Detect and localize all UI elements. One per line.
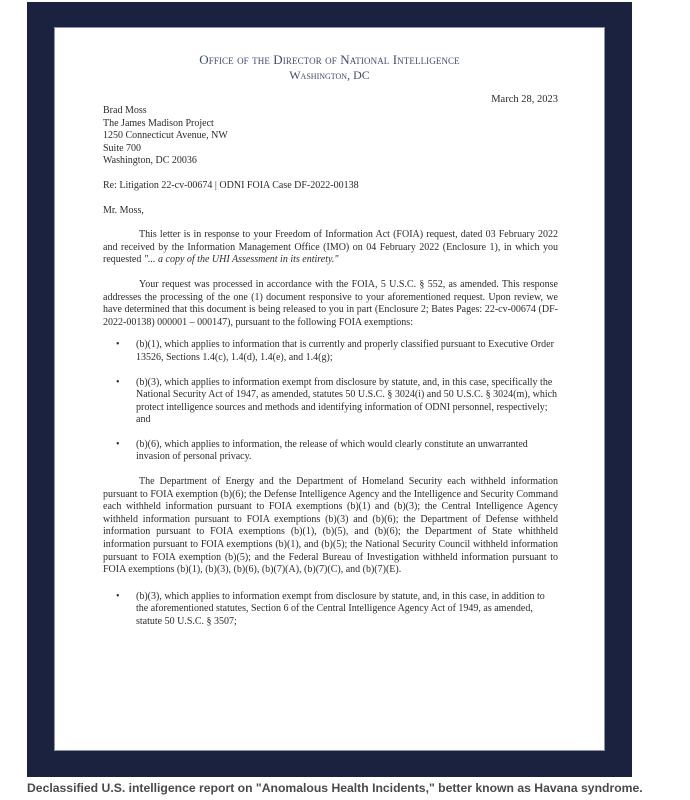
letter-body [103, 105, 558, 641]
bullet-icon: • [116, 590, 120, 602]
exemption-text: (b)(3), which applies to information exempt from disclosure by statute, and, in this case, specifically the National Security Act of 1947, as amended, statutes 50 U.S.C. § 3024(i) and 50 U.S.C. § 3024(m), which protect intelligence sources and methods and identifying information of ODNI personnel, respectively; and [136, 376, 558, 426]
paragraph-1 [103, 229, 558, 267]
letter-page [55, 28, 604, 750]
document-frame [27, 2, 632, 777]
recipient-address [103, 105, 558, 168]
recipient-org: The James Madison Project [103, 117, 214, 129]
paragraph-1-quote: "... a copy of the UHI Assessment in its entirety." [143, 254, 339, 266]
letterhead-org: Office of the Director of National Intelligence [199, 52, 460, 67]
letterhead-city: Washington, DC [289, 68, 370, 82]
re-line: Re: Litigation 22-cv-00674 | ODNI FOIA Case DF-2022-00138 [103, 179, 359, 191]
paragraph-1-text: This letter is in response to your Freedom of Information Act (FOIA) request, dated 03 February 2022 and received by the Information Management Office (IMO) on 04 February 2022 (Enclosure 1), in which you requested [103, 229, 558, 266]
bullet-icon: • [116, 376, 120, 388]
exemption-item [103, 339, 558, 364]
bullet-icon: • [116, 438, 120, 450]
bullet-icon: • [116, 339, 120, 351]
salutation: Mr. Moss, [103, 204, 144, 216]
recipient-street: 1250 Connecticut Avenue, NW [103, 130, 228, 142]
exemption-text: (b)(6), which applies to information, the release of which would clearly constitute an unwarranted invasion of personal privacy. [136, 438, 528, 463]
paragraph-2: Your request was processed in accordance with the FOIA, 5 U.S.C. § 552, as amended. This response addresses the processing of the one (1) document responsive to your aforementioned request. Upon review, we have determined that this document is being released to you in part (Enclosure 2; Bates Pages: 22-cv-00674 (DF-2022-00138) 000001 – 000147), pursuant to the following FOIA exemptions: [103, 278, 558, 328]
recipient-city: Washington, DC 20036 [103, 155, 197, 167]
recipient-suite: Suite 700 [103, 142, 142, 154]
paragraph-3: The Department of Energy and the Department of Homeland Security each withheld information pursuant to FOIA exemption (b)(6); the Defense Intelligence Agency and the Intelligence and Security Command each withheld information pursuant to FOIA exemptions (b)(1) and (b)(3); the Central Intelligence Agency withheld information pursuant to FOIA exemptions (b)(3) and (b)(6); the Department of Defense withheld information pursuant to FOIA exemptions (b)(1), (b)(5), and (b)(6); the Department of State whithheld information pursuant to FOIA exemptions (b)(1), and (b)(5); the National Security Council withheld information pursuant to FOIA exemption (b)(5); and the Federal Bureau of Investigation withheld information pursuant to FOIA exemptions (b)(1), (b)(3), (b)(6), (b)(7)(A), (b)(7)(C), and (b)(7)(E). [103, 476, 558, 576]
exemption-item [103, 377, 558, 427]
image-caption: Declassified U.S. intelligence report on "Anomalous Health Incidents," better known as Havana syndrome. [27, 781, 643, 795]
letter-date: March 28, 2023 [491, 94, 558, 105]
exemption-text: (b)(1), which applies to information that is currently and properly classified pursuant to Executive Order 13526, Sections 1.4(c), 1.4(d), 1.4(e), and 1.4(g); [136, 339, 554, 363]
exemption-text: (b)(3), which applies to information exempt from disclosure by statute, and, in this case, in addition to the aforementioned statutes, Section 6 of the Central Intelligence Agency Act of 1949, as amended, statute 50 U.S.C. § 3507; [136, 590, 545, 627]
recipient-name: Brad Moss [103, 105, 147, 116]
exemption-item [103, 439, 558, 464]
exemption-list-2 [103, 591, 558, 629]
exemption-item [103, 591, 558, 629]
letterhead [55, 52, 604, 82]
exemption-list [103, 339, 558, 464]
